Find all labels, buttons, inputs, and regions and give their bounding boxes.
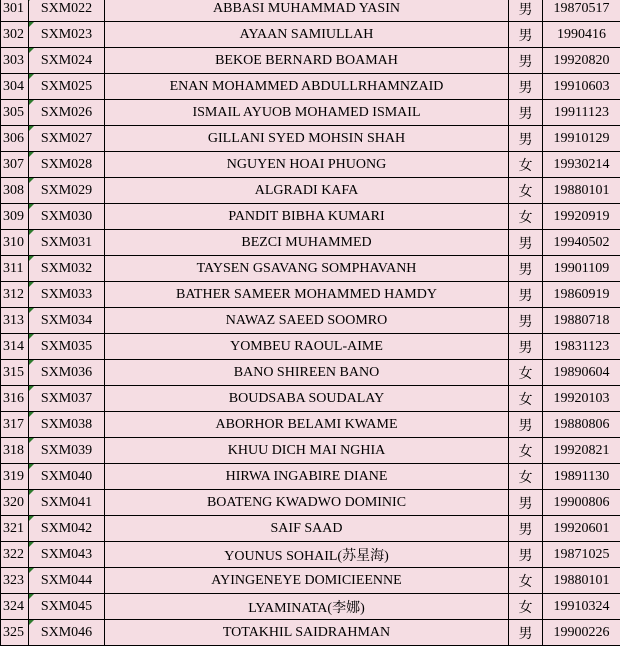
- gender-cell[interactable]: 男: [509, 100, 543, 126]
- row-number-cell[interactable]: 311: [1, 256, 29, 282]
- row-number-cell[interactable]: 307: [1, 152, 29, 178]
- student-id-cell[interactable]: SXM024: [29, 48, 105, 74]
- student-name-cell[interactable]: TOTAKHIL SAIDRAHMAN: [105, 620, 509, 646]
- student-name-cell[interactable]: ENAN MOHAMMED ABDULLRHAMNZAID: [105, 74, 509, 100]
- birthdate-cell[interactable]: 19910324: [543, 594, 620, 620]
- student-id-cell[interactable]: SXM046: [29, 620, 105, 646]
- student-id-cell[interactable]: SXM039: [29, 438, 105, 464]
- table-row: [1, 542, 620, 568]
- table-row: [1, 126, 620, 152]
- student-id-cell[interactable]: SXM040: [29, 464, 105, 490]
- gender-cell[interactable]: 男: [509, 282, 543, 308]
- row-number-cell[interactable]: 301: [1, 0, 29, 22]
- row-number-cell[interactable]: 321: [1, 516, 29, 542]
- row-number-cell[interactable]: 309: [1, 204, 29, 230]
- student-id-cell[interactable]: SXM032: [29, 256, 105, 282]
- row-number-cell[interactable]: 316: [1, 386, 29, 412]
- table-row: [1, 0, 620, 22]
- birthdate-cell[interactable]: 19920919: [543, 204, 620, 230]
- student-id-cell[interactable]: SXM029: [29, 178, 105, 204]
- student-id-cell[interactable]: SXM030: [29, 204, 105, 230]
- row-number-cell[interactable]: 315: [1, 360, 29, 386]
- student-id-cell[interactable]: SXM022: [29, 0, 105, 22]
- student-name-cell[interactable]: KHUU DICH MAI NGHIA: [105, 438, 509, 464]
- table-row: [1, 256, 620, 282]
- birthdate-cell[interactable]: 19920821: [543, 438, 620, 464]
- student-id-cell[interactable]: SXM027: [29, 126, 105, 152]
- row-number-cell[interactable]: 306: [1, 126, 29, 152]
- student-name-cell[interactable]: PANDIT BIBHA KUMARI: [105, 204, 509, 230]
- birthdate-cell[interactable]: 19901109: [543, 256, 620, 282]
- gender-cell[interactable]: 女: [509, 386, 543, 412]
- table-row: [1, 230, 620, 256]
- row-number-cell[interactable]: 304: [1, 74, 29, 100]
- student-id-cell[interactable]: SXM043: [29, 542, 105, 568]
- student-name-cell[interactable]: ABBASI MUHAMMAD YASIN: [105, 0, 509, 22]
- gender-cell[interactable]: 男: [509, 0, 543, 22]
- birthdate-cell[interactable]: 19890604: [543, 360, 620, 386]
- student-id-cell[interactable]: SXM044: [29, 568, 105, 594]
- birthdate-cell[interactable]: 19920601: [543, 516, 620, 542]
- birthdate-cell[interactable]: 19900806: [543, 490, 620, 516]
- student-name-cell[interactable]: NAWAZ SAEED SOOMRO: [105, 308, 509, 334]
- row-number-cell[interactable]: 308: [1, 178, 29, 204]
- row-number-cell[interactable]: 314: [1, 334, 29, 360]
- birthdate-cell[interactable]: 19920103: [543, 386, 620, 412]
- birthdate-cell[interactable]: 19910603: [543, 74, 620, 100]
- student-id-cell[interactable]: SXM038: [29, 412, 105, 438]
- row-number-cell[interactable]: 325: [1, 620, 29, 646]
- birthdate-cell[interactable]: 19880101: [543, 178, 620, 204]
- student-name-cell[interactable]: HIRWA INGABIRE DIANE: [105, 464, 509, 490]
- birthdate-cell[interactable]: 19910129: [543, 126, 620, 152]
- student-id-cell[interactable]: SXM036: [29, 360, 105, 386]
- gender-cell[interactable]: 女: [509, 594, 543, 620]
- row-number-cell[interactable]: 302: [1, 22, 29, 48]
- student-name-cell[interactable]: AYAAN SAMIULLAH: [105, 22, 509, 48]
- table-row: [1, 204, 620, 230]
- row-number-cell[interactable]: 322: [1, 542, 29, 568]
- student-id-cell[interactable]: SXM034: [29, 308, 105, 334]
- gender-cell[interactable]: 男: [509, 22, 543, 48]
- table-row: [1, 282, 620, 308]
- table-row: [1, 100, 620, 126]
- table-row: [1, 178, 620, 204]
- birthdate-cell[interactable]: 19891130: [543, 464, 620, 490]
- table-row: [1, 22, 620, 48]
- birthdate-cell[interactable]: 19930214: [543, 152, 620, 178]
- gender-cell[interactable]: 男: [509, 490, 543, 516]
- table-row: [1, 516, 620, 542]
- student-name-cell[interactable]: BEKOE BERNARD BOAMAH: [105, 48, 509, 74]
- row-number-cell[interactable]: 312: [1, 282, 29, 308]
- gender-cell[interactable]: 男: [509, 126, 543, 152]
- row-number-cell[interactable]: 313: [1, 308, 29, 334]
- gender-cell[interactable]: 男: [509, 620, 543, 646]
- birthdate-cell[interactable]: 19871025: [543, 542, 620, 568]
- table-row: [1, 48, 620, 74]
- table-row: [1, 490, 620, 516]
- student-name-cell[interactable]: ABORHOR BELAMI KWAME: [105, 412, 509, 438]
- table-row: [1, 334, 620, 360]
- gender-cell[interactable]: 男: [509, 74, 543, 100]
- table-row: [1, 412, 620, 438]
- gender-cell[interactable]: 男: [509, 412, 543, 438]
- student-id-cell[interactable]: SXM035: [29, 334, 105, 360]
- student-id-cell[interactable]: SXM037: [29, 386, 105, 412]
- gender-cell[interactable]: 男: [509, 48, 543, 74]
- student-name-cell[interactable]: YOUNUS SOHAIL(苏星海): [105, 542, 509, 568]
- gender-cell[interactable]: 男: [509, 516, 543, 542]
- student-id-cell[interactable]: SXM045: [29, 594, 105, 620]
- student-id-cell[interactable]: SXM042: [29, 516, 105, 542]
- birthdate-cell[interactable]: 19911123: [543, 100, 620, 126]
- table-body: [1, 0, 620, 646]
- table-row: [1, 438, 620, 464]
- row-number-cell[interactable]: 319: [1, 464, 29, 490]
- row-number-cell[interactable]: 324: [1, 594, 29, 620]
- birthdate-cell[interactable]: 19860919: [543, 282, 620, 308]
- gender-cell[interactable]: 女: [509, 152, 543, 178]
- gender-cell[interactable]: 女: [509, 568, 543, 594]
- student-name-cell[interactable]: ISMAIL AYUOB MOHAMED ISMAIL: [105, 100, 509, 126]
- birthdate-cell[interactable]: 19940502: [543, 230, 620, 256]
- table-row: [1, 568, 620, 594]
- student-id-cell[interactable]: SXM031: [29, 230, 105, 256]
- gender-cell[interactable]: 女: [509, 464, 543, 490]
- student-name-cell[interactable]: AYINGENEYE DOMICIEENNE: [105, 568, 509, 594]
- gender-cell[interactable]: 男: [509, 334, 543, 360]
- birthdate-cell[interactable]: 19880101: [543, 568, 620, 594]
- gender-cell[interactable]: 男: [509, 542, 543, 568]
- table-row: [1, 360, 620, 386]
- table-row: [1, 620, 620, 646]
- student-name-cell[interactable]: BEZCI MUHAMMED: [105, 230, 509, 256]
- table-row: [1, 386, 620, 412]
- birthdate-cell[interactable]: 19880806: [543, 412, 620, 438]
- gender-cell[interactable]: 男: [509, 256, 543, 282]
- birthdate-cell[interactable]: 19920820: [543, 48, 620, 74]
- birthdate-cell[interactable]: 19880718: [543, 308, 620, 334]
- student-id-cell[interactable]: SXM026: [29, 100, 105, 126]
- student-name-cell[interactable]: BANO SHIREEN BANO: [105, 360, 509, 386]
- gender-cell[interactable]: 男: [509, 230, 543, 256]
- row-number-cell[interactable]: 310: [1, 230, 29, 256]
- student-id-cell[interactable]: SXM041: [29, 490, 105, 516]
- row-number-cell[interactable]: 318: [1, 438, 29, 464]
- student-id-cell[interactable]: SXM023: [29, 22, 105, 48]
- table-row: [1, 308, 620, 334]
- student-name-cell[interactable]: SAIF SAAD: [105, 516, 509, 542]
- student-name-cell[interactable]: NGUYEN HOAI PHUONG: [105, 152, 509, 178]
- student-name-cell[interactable]: BOUDSABA SOUDALAY: [105, 386, 509, 412]
- table-row: [1, 152, 620, 178]
- birthdate-cell[interactable]: 19831123: [543, 334, 620, 360]
- row-number-cell[interactable]: 323: [1, 568, 29, 594]
- table-row: [1, 74, 620, 100]
- student-id-cell[interactable]: SXM033: [29, 282, 105, 308]
- birthdate-cell[interactable]: 19870517: [543, 0, 620, 22]
- row-number-cell[interactable]: 303: [1, 48, 29, 74]
- row-number-cell[interactable]: 305: [1, 100, 29, 126]
- birthdate-cell[interactable]: 19900226: [543, 620, 620, 646]
- row-number-cell[interactable]: 320: [1, 490, 29, 516]
- student-name-cell[interactable]: TAYSEN GSAVANG SOMPHAVANH: [105, 256, 509, 282]
- student-name-cell[interactable]: YOMBEU RAOUL-AIME: [105, 334, 509, 360]
- gender-cell[interactable]: 女: [509, 360, 543, 386]
- gender-cell[interactable]: 女: [509, 178, 543, 204]
- gender-cell[interactable]: 女: [509, 204, 543, 230]
- student-name-cell[interactable]: ALGRADI KAFA: [105, 178, 509, 204]
- table-row: [1, 594, 620, 620]
- row-number-cell[interactable]: 317: [1, 412, 29, 438]
- birthdate-cell[interactable]: 1990416: [543, 22, 620, 48]
- student-name-cell[interactable]: BOATENG KWADWO DOMINIC: [105, 490, 509, 516]
- student-name-cell[interactable]: LYAMINATA(李娜): [105, 594, 509, 620]
- student-id-cell[interactable]: SXM028: [29, 152, 105, 178]
- table-row: [1, 464, 620, 490]
- student-name-cell[interactable]: BATHER SAMEER MOHAMMED HAMDY: [105, 282, 509, 308]
- gender-cell[interactable]: 女: [509, 438, 543, 464]
- student-name-cell[interactable]: GILLANI SYED MOHSIN SHAH: [105, 126, 509, 152]
- gender-cell[interactable]: 男: [509, 308, 543, 334]
- student-id-cell[interactable]: SXM025: [29, 74, 105, 100]
